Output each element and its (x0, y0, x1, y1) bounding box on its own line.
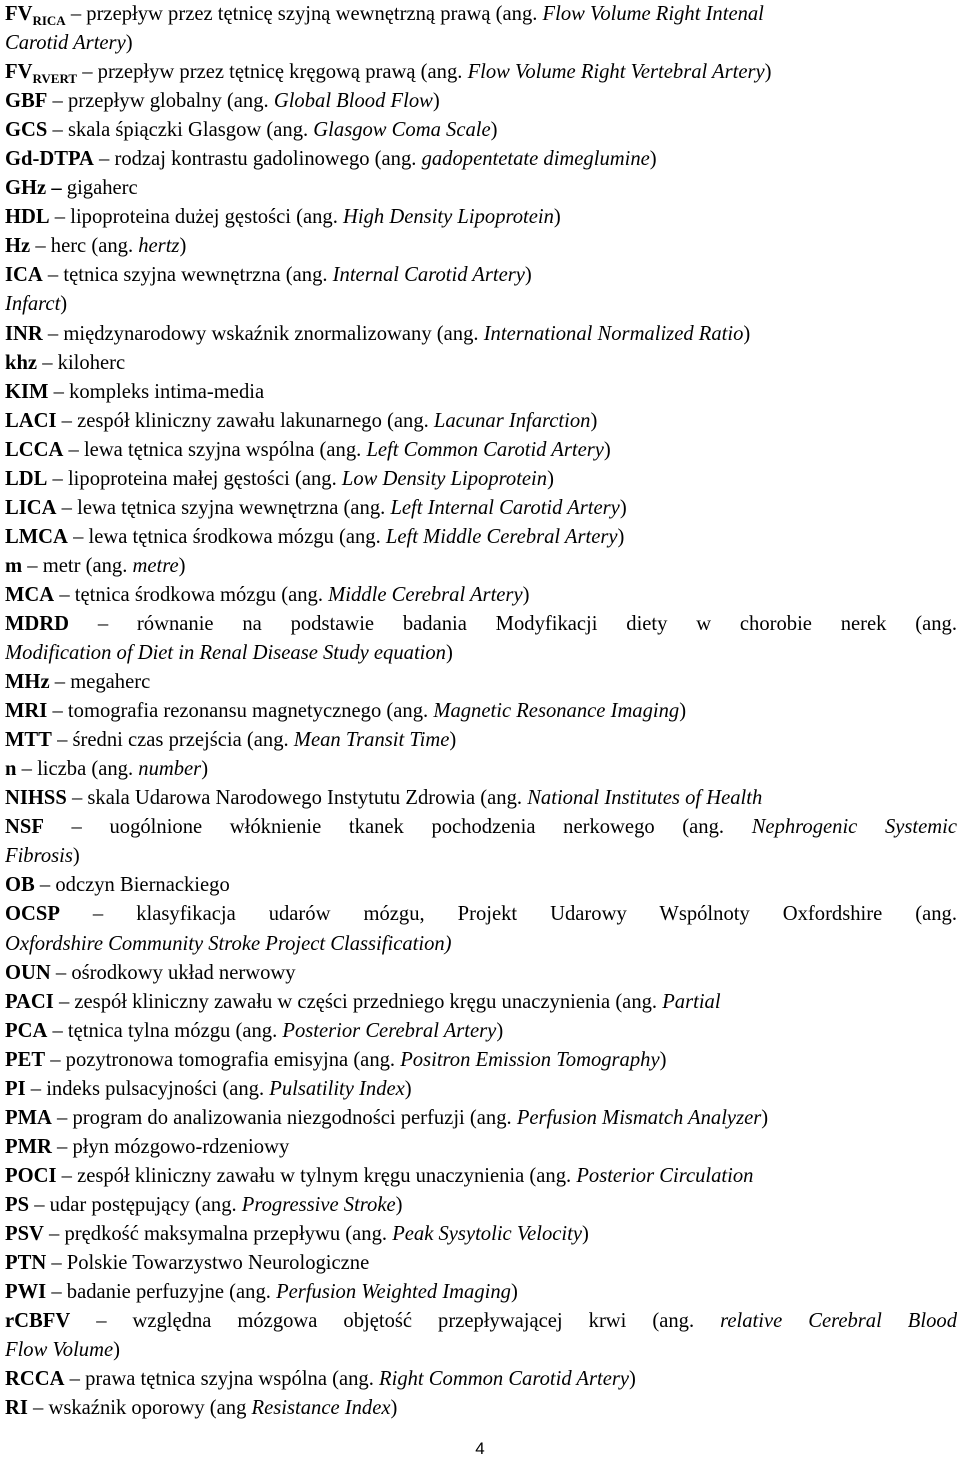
page-number: 4 (475, 1439, 485, 1458)
abbreviation-line (5, 494, 957, 523)
closing-text: ) (60, 293, 68, 316)
english-term: High Density Lipoprotein (343, 206, 554, 229)
abbreviation-description: – pozytronowa tomografia emisyjna (ang. (45, 1048, 401, 1071)
abbreviation-description: – zespół kliniczny zawału w tylnym kręgu unaczynienia (ang. (56, 1164, 577, 1187)
abbreviation-term: PWI (5, 1281, 47, 1304)
abbreviation-term: GBF (5, 90, 48, 113)
abbreviation-term: PS (5, 1193, 30, 1216)
abbreviation-term: OB (5, 874, 35, 897)
abbreviation-term: PMA (5, 1106, 52, 1129)
english-term: Mean Transit Time (293, 729, 450, 752)
english-term: Peak Sysytolic Velocity (392, 1222, 583, 1245)
abbreviation-term: LMCA (5, 525, 68, 548)
closing-text: ) (522, 583, 530, 606)
abbreviation-line (5, 320, 957, 349)
abbreviation-description: – kompleks intima-media (48, 380, 265, 403)
english-term: Left Internal Carotid Artery (390, 496, 620, 519)
abbreviation-description: – zespół kliniczny zawału w części przedniego kręgu unaczynienia (ang. (53, 990, 663, 1013)
abbreviation-line (5, 988, 957, 1017)
abbreviation-term: LACI (5, 409, 57, 432)
closing-text: ) (590, 409, 598, 432)
abbreviation-term: ICA (5, 264, 43, 287)
abbreviation-description: – tętnica tylna mózgu (ang. (47, 1019, 283, 1042)
abbreviation-line (5, 930, 957, 959)
abbreviation-line (5, 523, 957, 552)
closing-text: ) (72, 845, 80, 868)
abbreviation-term: RCCA (5, 1368, 65, 1391)
abbreviation-line (5, 261, 957, 290)
abbreviation-term: PI (5, 1077, 26, 1100)
english-term: Global Blood Flow (273, 90, 433, 113)
abbreviation-line (5, 784, 957, 813)
abbreviation-line (5, 174, 957, 203)
abbreviation-description: – przepływ przez tętnicę kręgową prawą (ang. (77, 61, 468, 84)
english-term: Oxfordshire Community Stroke Project Classification) (5, 932, 452, 955)
abbreviation-description: – wskaźnik oporowy (ang (27, 1397, 252, 1420)
abbreviation-description: – zespół kliniczny zawału lakunarnego (ang. (56, 409, 434, 432)
closing-text: ) (179, 235, 187, 258)
abbreviation-term: PTN (5, 1252, 47, 1275)
abbreviation-line (5, 290, 957, 319)
english-term: Middle Cerebral Artery (328, 583, 523, 606)
abbreviation-description: – ośrodkowy układ nerwowy (50, 961, 296, 984)
abbreviation-line (5, 378, 957, 407)
abbreviation-term: MCA (5, 583, 55, 606)
abbreviation-line (5, 610, 957, 639)
abbreviation-term: POCI (5, 1164, 57, 1187)
abbreviation-term: NIHSS (5, 787, 67, 810)
abbreviation-description: – herc (ang. (30, 235, 139, 258)
english-term: International Normalized Ratio (483, 322, 744, 345)
closing-text: ) (390, 1397, 398, 1420)
abbreviation-description: – lewa tętnica szyjna wspólna (ang. (63, 438, 367, 461)
english-term: Posterior Cerebral Artery (282, 1019, 497, 1042)
abbreviation-term: Gd-DTPA (5, 148, 94, 171)
closing-text: ) (761, 1106, 769, 1129)
closing-text: ) (125, 32, 133, 55)
english-term: Infarct (5, 293, 61, 316)
abbreviation-line (5, 1104, 957, 1133)
abbreviation-line (5, 1162, 957, 1191)
abbreviation-subscript: RVERT (32, 71, 78, 87)
english-term: Flow Volume Right Vertebral Artery (467, 61, 765, 84)
english-term: Lacunar Infarction (433, 409, 591, 432)
abbreviation-line (5, 203, 957, 232)
closing-text: ) (617, 525, 625, 548)
closing-text: ) (490, 119, 498, 142)
abbreviation-description: – przepływ przez tętnicę szyjną wewnętrzną prawą (ang. (65, 3, 543, 25)
abbreviation-term: INR (5, 322, 43, 345)
abbreviation-subscript: RICA (32, 13, 66, 29)
english-term: Perfusion Mismatch Analyzer (516, 1106, 762, 1129)
english-term: Perfusion Weighted Imaging (276, 1281, 511, 1304)
abbreviation-term: MRI (5, 700, 48, 723)
abbreviation-line (5, 959, 957, 988)
abbreviation-term: PCA (5, 1019, 48, 1042)
abbreviation-term: LDL (5, 467, 48, 490)
abbreviation-line (5, 900, 957, 929)
abbreviation-term: n (5, 758, 17, 781)
abbreviation-line (5, 1307, 957, 1336)
abbreviation-line (5, 436, 957, 465)
abbreviation-line (5, 29, 957, 58)
abbreviation-line (5, 87, 957, 116)
abbreviation-description: – skala Udarowa Narodowego Instytutu Zdrowia (ang. (66, 787, 528, 810)
english-term: Positron Emission Tomography (400, 1048, 660, 1071)
abbreviation-description: – Polskie Towarzystwo Neurologiczne (46, 1252, 370, 1275)
abbreviation-line (5, 755, 957, 784)
abbreviation-line (5, 668, 957, 697)
english-term: metre (132, 554, 179, 577)
english-term: gadopentetate dimeglumine (421, 148, 650, 171)
abbreviation-line (5, 1394, 957, 1423)
english-term: Flow Volume (5, 1339, 114, 1362)
abbreviation-description: – tętnica szyjna wewnętrzna (ang. (42, 264, 333, 287)
english-term: Right Common Carotid Artery (379, 1368, 630, 1391)
abbreviation-term: MTT (5, 729, 52, 752)
abbreviation-term: PACI (5, 990, 54, 1013)
abbreviation-description: – tomografia rezonansu magnetycznego (ang. (47, 700, 434, 723)
closing-text: ) (547, 467, 554, 490)
abbreviation-description: – skala śpiączki Glasgow (ang. (47, 119, 314, 142)
abbreviation-term: PET (5, 1048, 46, 1071)
abbreviation-line (5, 697, 957, 726)
abbreviation-description: – przepływ globalny (ang. (47, 90, 274, 113)
abbreviation-term: rCBFV (5, 1310, 71, 1333)
english-term: Pulsatility Index (269, 1077, 405, 1100)
abbreviation-description: – płyn mózgowo-rdzeniowy (51, 1135, 290, 1158)
abbreviation-description: – kiloherc (37, 351, 126, 374)
abbreviation-description: – średni czas przejścia (ang. (51, 729, 294, 752)
abbreviation-line (5, 1075, 957, 1104)
abbreviation-term: khz (5, 351, 38, 374)
closing-text: ) (449, 729, 457, 752)
abbreviation-term: MDRD (5, 612, 70, 635)
abbreviation-line (5, 145, 957, 174)
english-term: Glasgow Coma Scale (313, 119, 491, 142)
closing-text: ) (619, 496, 627, 519)
english-term: National Institutes of Health (527, 787, 763, 810)
abbreviation-line (5, 1191, 957, 1220)
abbreviation-description: – rodzaj kontrastu gadolinowego (ang. (93, 148, 422, 171)
abbreviation-description: – tętnica środkowa mózgu (ang. (54, 583, 329, 606)
abbreviation-line (5, 58, 957, 87)
abbreviation-description: – program do analizowania niezgodności perfuzji (ang. (51, 1106, 517, 1129)
english-term: Carotid Artery (5, 32, 126, 55)
closing-text: ) (659, 1048, 667, 1071)
abbreviation-term: OUN (5, 961, 51, 984)
closing-text: ) (404, 1077, 412, 1100)
closing-text: ) (603, 438, 611, 461)
abbreviation-description: – megaherc (49, 671, 151, 694)
closing-text: ) (524, 264, 532, 287)
abbreviation-term: KIM (5, 380, 49, 403)
abbreviation-line (5, 552, 957, 581)
abbreviation-description: – lipoproteina małej gęstości (ang. (47, 467, 342, 490)
abbreviation-description: – prawa tętnica szyjna wspólna (ang. (64, 1368, 380, 1391)
abbreviation-line (5, 842, 957, 871)
abbreviation-term: MHz (5, 671, 50, 694)
closing-text: ) (764, 61, 772, 84)
abbreviation-line (5, 1220, 957, 1249)
abbreviation-line (5, 407, 957, 436)
abbreviation-line (5, 1017, 957, 1046)
closing-text: ) (553, 206, 561, 229)
abbreviation-line (5, 871, 957, 900)
closing-text: ) (629, 1368, 636, 1391)
abbreviation-term: LCCA (5, 438, 64, 461)
abbreviation-line (5, 639, 957, 668)
abbreviation-description: – indeks pulsacyjności (ang. (25, 1077, 270, 1100)
abbreviation-line (5, 726, 957, 755)
abbreviation-list (5, 0, 957, 1423)
abbreviation-description: gigaherc (66, 177, 138, 200)
abbreviation-description: – badanie perfuzyjne (ang. (46, 1281, 277, 1304)
abbreviation-line (5, 1133, 957, 1162)
abbreviation-line (5, 1336, 957, 1365)
english-term: Flow Volume Right Intenal (542, 3, 764, 25)
english-term: Progressive Stroke (241, 1193, 396, 1216)
abbreviation-description: – międzynarodowy wskaźnik znormalizowany (ang. (42, 322, 484, 345)
abbreviation-line (5, 581, 957, 610)
closing-text: ) (582, 1222, 589, 1245)
abbreviation-line (5, 465, 957, 494)
abbreviation-line (5, 349, 957, 378)
closing-text: ) (432, 90, 440, 113)
english-term: Left Middle Cerebral Artery (385, 525, 618, 548)
abbreviation-line (5, 232, 957, 261)
english-term: Low Density Lipoprotein (341, 467, 548, 490)
abbreviation-line (5, 1365, 957, 1394)
abbreviation-line (5, 1046, 957, 1075)
english-term: Left Common Carotid Artery (366, 438, 604, 461)
english-term: Nephrogenic Systemic (751, 816, 957, 839)
abbreviation-description: – lipoproteina dużej gęstości (ang. (49, 206, 344, 229)
english-term: number (138, 758, 202, 781)
closing-text: ) (201, 758, 209, 781)
abbreviation-description: – liczba (ang. (16, 758, 139, 781)
abbreviation-term: GHz – (5, 177, 67, 200)
closing-text: ) (496, 1019, 504, 1042)
closing-text: ) (743, 322, 751, 345)
closing-text: ) (395, 1193, 403, 1216)
abbreviation-term: NSF (5, 816, 44, 839)
abbreviation-line (5, 1278, 957, 1307)
abbreviation-description: – metr (ang. (22, 554, 133, 577)
closing-text: ) (178, 554, 186, 577)
english-term: Magnetic Resonance Imaging (433, 700, 680, 723)
abbreviation-description: – udar postępujący (ang. (29, 1193, 242, 1216)
abbreviation-line (5, 813, 957, 842)
abbreviation-description: – prędkość maksymalna przepływu (ang. (43, 1222, 393, 1245)
abbreviation-term: RI (5, 1397, 28, 1420)
english-term: Partial (662, 990, 721, 1013)
abbreviation-description: – klasyfikacja udarów mózgu, Projekt Udarowy Wspólnoty Oxfordshire (ang. (59, 903, 957, 926)
abbreviation-term: OCSP (5, 903, 60, 926)
english-term: Fibrosis (5, 845, 73, 868)
closing-text: ) (679, 700, 687, 723)
abbreviation-term: FV (5, 61, 33, 84)
english-term: Resistance Index (251, 1397, 391, 1420)
abbreviation-term: FV (5, 3, 33, 25)
abbreviation-term: Hz (5, 235, 31, 258)
english-term: hertz (138, 235, 180, 258)
closing-text: ) (649, 148, 657, 171)
english-term: Internal Carotid Artery (332, 264, 525, 287)
abbreviation-term: HDL (5, 206, 50, 229)
abbreviation-line (5, 1249, 957, 1278)
abbreviation-term: LICA (5, 496, 57, 519)
closing-text: ) (113, 1339, 120, 1362)
english-term: Modification of Diet in Renal Disease Study equation (5, 642, 446, 665)
abbreviation-term: PSV (5, 1222, 44, 1245)
abbreviation-description: – równanie na podstawie badania Modyfikacji diety w chorobie nerek (ang. (69, 612, 957, 635)
abbreviation-description: – uogólnione włóknienie tkanek pochodzenia nerkowego (ang. (43, 816, 752, 839)
closing-text: ) (510, 1281, 518, 1304)
abbreviation-description: – odczyn Biernackiego (34, 874, 230, 897)
abbreviation-description: – względna mózgowa objętość przepływającej krwi (ang. (70, 1310, 721, 1333)
abbreviation-term: PMR (5, 1135, 52, 1158)
english-term: Posterior Circulation (576, 1164, 754, 1187)
abbreviation-line (5, 116, 957, 145)
closing-text: ) (445, 642, 453, 665)
abbreviation-description: – lewa tętnica szyjna wewnętrzna (ang. (56, 496, 391, 519)
abbreviation-term: m (5, 554, 23, 577)
abbreviation-term: GCS (5, 119, 48, 142)
abbreviation-description: – lewa tętnica środkowa mózgu (ang. (67, 525, 386, 548)
english-term: relative Cerebral Blood (720, 1310, 957, 1333)
abbreviation-line (5, 0, 957, 29)
